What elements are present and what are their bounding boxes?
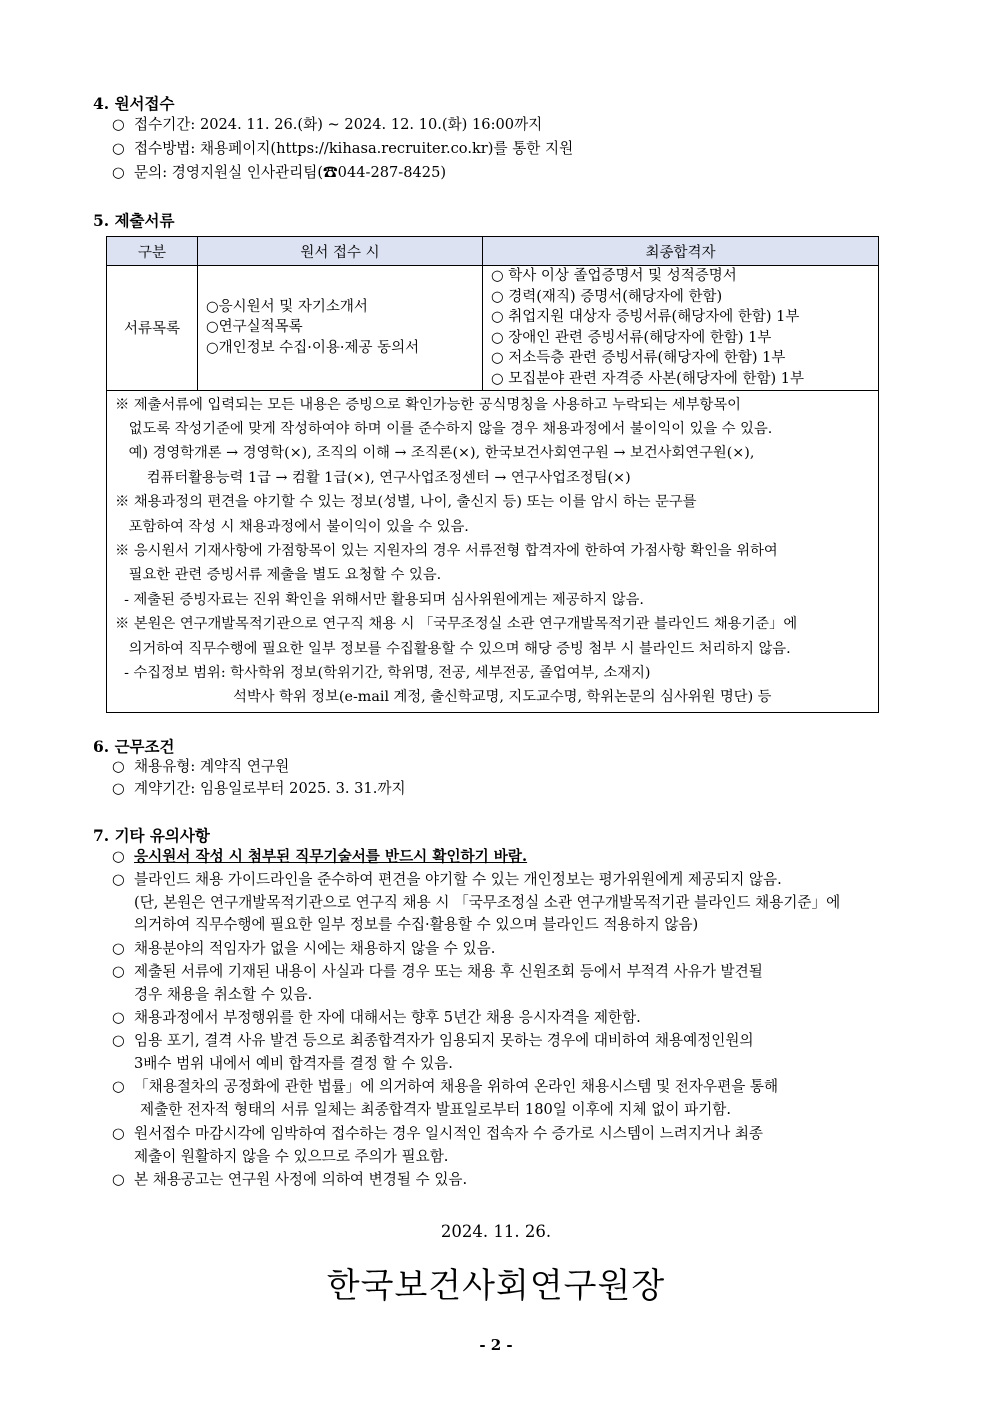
page-number: - 2 - — [479, 1336, 513, 1354]
issuer-name: 한국보건사회연구원장 — [326, 1266, 666, 1306]
s7-item-8-cont: 제출이 원활하지 않을 수 있으므로 주의가 필요함. — [134, 1148, 449, 1165]
section-7-title: 7. 기타 유의사항 — [93, 826, 210, 845]
notes-row — [107, 390, 879, 712]
application-docs-cell — [198, 266, 483, 391]
section-6-title: 6. 근무조건 — [93, 737, 175, 756]
s7-item-5: ○ 채용과정에서 부정행위를 한 자에 대해서는 향후 5년간 채용 응시자격을 제한함. — [112, 1009, 641, 1026]
notes-cell — [107, 390, 879, 712]
s7-item-6-cont: 3배수 범위 내에서 예비 합격자를 결정 할 수 있음. — [134, 1055, 453, 1072]
s7-item-8: ○ 원서접수 마감시각에 임박하여 접수하는 경우 일시적인 접속자 수 증가로 시스템이 느려지거나 최종 — [112, 1125, 764, 1142]
list-item: ○ 저소득층 관련 증빙서류(해당자에 한함) 1부 — [491, 350, 786, 367]
list-item: ○ 학사 이상 졸업증명서 및 성적증명서 — [491, 268, 737, 284]
note-line: ※ 제출서류에 입력되는 모든 내용은 증빙으로 확인가능한 공식명칭을 사용하고 누락되는 세부항목이 — [115, 396, 741, 413]
note-line: - 수집정보 범위: 학사학위 정보(학위기간, 학위명, 전공, 세부전공, 졸업여부, 소재지) — [115, 665, 651, 682]
list-item: ○개인정보 수집·이용·제공 동의서 — [206, 340, 420, 357]
s4-item-method: ○ 접수방법: 채용페이지(https://kihasa.recruiter.co.kr)를 통한 지원 — [112, 140, 574, 157]
s6-item-type: ○ 채용유형: 계약직 연구원 — [112, 758, 290, 775]
note-line: 포함하여 작성 시 채용과정에서 불이익이 있을 수 있음. — [115, 518, 469, 535]
note-line: ※ 본원은 연구개발목적기관으로 연구직 채용 시 「국무조정실 소관 연구개발목적기관 블라인드 채용기준」에 — [115, 616, 798, 633]
note-line: 의거하여 직무수행에 필요한 일부 정보를 수집활용할 수 있으며 해당 증빙 첨부 시 블라인드 처리하지 않음. — [115, 640, 791, 657]
s7-item-2: ○ 블라인드 채용 가이드라인을 준수하여 편견을 야기할 수 있는 개인정보는 평가위원에게 제공되지 않음. — [112, 871, 782, 888]
documents-table — [106, 236, 879, 713]
note-line: ※ 채용과정의 편견을 야기할 수 있는 정보(성별, 나이, 출신지 등) 또는 이를 암시 하는 문구를 — [115, 494, 697, 511]
section-5-title: 5. 제출서류 — [93, 211, 175, 230]
list-item: ○연구실적목록 — [206, 319, 303, 336]
table-header-row — [107, 237, 879, 266]
s6-item-period: ○ 계약기간: 임용일로부터 2025. 3. 31.까지 — [112, 780, 406, 797]
s4-item-period: ○ 접수기간: 2024. 11. 26.(화) ~ 2024. 12. 10.(화) 16:00까지 — [112, 116, 543, 133]
s7-item-6: ○ 임용 포기, 결격 사유 발견 등으로 최종합격자가 임용되지 못하는 경우에 대비하여 채용예정인원의 — [112, 1032, 754, 1049]
note-line: 컴퓨터활용능력 1급 → 컴활 1급(×), 연구사업조정센터 → 연구사업조정팀(×) — [115, 469, 631, 486]
s7-item-9: ○ 본 채용공고는 연구원 사정에 의하여 변경될 수 있음. — [112, 1171, 468, 1188]
section-4-title: 4. 원서접수 — [93, 94, 175, 113]
s7-item-2-cont: 의거하여 직무수행에 필요한 일부 정보를 수집·활용할 수 있으며 블라인드 적용하지 않음) — [134, 916, 699, 933]
note-line: 석박사 학위 정보(e-mail 계정, 출신학교명, 지도교수명, 학위논문의 심사위원 명단) 등 — [115, 689, 772, 706]
announcement-date: 2024. 11. 26. — [440, 1222, 552, 1241]
header-at-application: 원서 접수 시 — [198, 237, 483, 266]
s7-item-7: ○ 「채용절차의 공정화에 관한 법률」에 의거하여 채용을 위하여 온라인 채용시스템 및 전자우편을 통해 — [112, 1078, 779, 1095]
s7-item-7-cont: 제출한 전자적 형태의 서류 일체는 최종합격자 발표일로부터 180일 이후에 지체 없이 파기함. — [140, 1101, 732, 1118]
list-item: ○ 모집분야 관련 자격증 사본(해당자에 한함) 1부 — [491, 370, 804, 387]
s7-item-4-cont: 경우 채용을 취소할 수 있음. — [134, 986, 313, 1003]
header-final-applicants: 최종합격자 — [483, 237, 879, 266]
note-line: ※ 응시원서 기재사항에 가점항목이 있는 지원자의 경우 서류전형 합격자에 한하여 가점사항 확인을 위하여 — [115, 543, 778, 559]
s7-item-1: ○ 응시원서 작성 시 첨부된 직무기술서를 반드시 확인하기 바람. — [112, 848, 528, 865]
s4-item-contact: ○ 문의: 경영지원실 인사관리팀(☎044-287-8425) — [112, 164, 447, 181]
row-label: 서류목록 — [107, 266, 198, 391]
s7-item-2-cont: (단, 본원은 연구개발목적기관으로 연구직 채용 시 「국무조정실 소관 연구개발목적기관 블라인드 채용기준」에 — [134, 894, 841, 911]
table-row — [107, 266, 879, 391]
note-line: 없도록 작성기준에 맞게 작성하여야 하며 이를 준수하지 않을 경우 채용과정에서 불이익이 있을 수 있음. — [115, 420, 773, 437]
note-line: 예) 경영학개론 → 경영학(×), 조직의 이해 → 조직론(×), 한국보건사회연구원 → 보건사회연구원(×), — [115, 445, 755, 462]
list-item: ○ 취업지원 대상자 증빙서류(해당자에 한함) 1부 — [491, 309, 800, 326]
final-docs-cell — [483, 266, 879, 391]
s7-item-4: ○ 제출된 서류에 기재된 내용이 사실과 다를 경우 또는 채용 후 신원조회 등에서 부적격 사유가 발견될 — [112, 963, 763, 980]
header-category: 구분 — [107, 237, 198, 266]
list-item: ○ 경력(재직) 증명서(해당자에 한함) — [491, 288, 723, 305]
note-line: 필요한 관련 증빙서류 제출을 별도 요청할 수 있음. — [115, 567, 442, 584]
list-item: ○ 장애인 관련 증빙서류(해당자에 한함) 1부 — [491, 329, 772, 346]
s7-item-3: ○ 채용분야의 적임자가 없을 시에는 채용하지 않을 수 있음. — [112, 940, 496, 957]
note-line: - 제출된 증빙자료는 진위 확인을 위해서만 활용되며 심사위원에게는 제공하지 않음. — [115, 591, 644, 608]
list-item: ○응시원서 및 자기소개서 — [206, 298, 368, 315]
